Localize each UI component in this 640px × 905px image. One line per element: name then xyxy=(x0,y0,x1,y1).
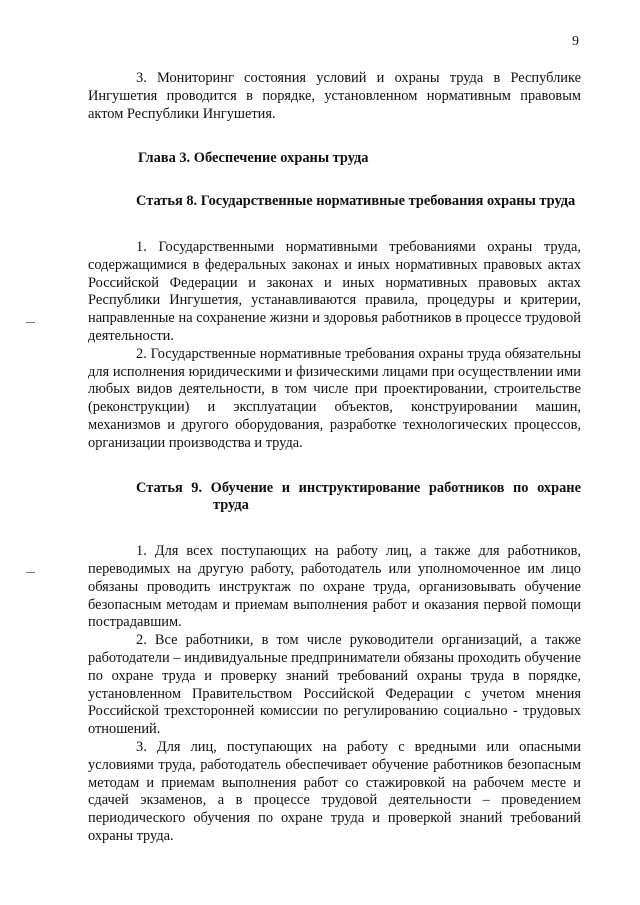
article-9-paragraph-3: 3. Для лиц, поступающих на работу с вредными или опасными условиями труда, работодатель обеспечивает обучение работников безопасным методам и приемам выполнения работ со стажировкой на рабочем месте и сдачей экзаменов, а в процессе трудовой деятельности – проведением периодического обучения по охране труда и проверкой знаний требований охраны труда. xyxy=(88,738,581,844)
document-body xyxy=(88,70,581,846)
margin-mark-top xyxy=(26,322,35,323)
article-8-title: Статья 8. Государственные нормативные требования охраны труда xyxy=(136,193,576,210)
paragraph-monitoring: 3. Мониторинг состояния условий и охраны труда в Республике Ингушетия проводится в порядке, установленном нормативным правовым актом Республики Ингушетия. xyxy=(88,70,581,122)
article-8-paragraph-2: 2. Государственные нормативные требования охраны труда обязательны для исполнения юридическими и физическими лицами при осуществлении ими любых видов деятельности, в том числе при проектировании, строительстве (реконструкции) и эксплуатации объектов, конструировании машин, механизмов и другого оборудования, разработке технологических процессов, организации производства и труда. xyxy=(88,345,581,451)
article-8-paragraph-1: 1. Государственными нормативными требованиями охраны труда, содержащимися в федеральных законах и иных нормативных правовых актах Российской Федерации и законах и иных нормативных правовых актах Республики Ингушетия, устанавливаются правила, процедуры и критерии, направленные на сохранение жизни и здоровья работников в процессе трудовой деятельности. xyxy=(88,238,581,344)
article-9-title: Статья 9. Обучение и инструктирование работников по охране труда xyxy=(136,479,581,514)
margin-mark-bottom xyxy=(26,572,35,573)
article-9-paragraph-2: 2. Все работники, в том числе руководители организаций, а также работодатели – индивидуальные предприниматели обязаны проходить обучение по охране труда и проверку знаний требований охраны труда в порядке, установленном Правительством Российской Федерации с учетом мнения Российской трехсторонней комиссии по регулированию социально - трудовых отношений. xyxy=(88,632,581,738)
chapter-title: Глава 3. Обеспечение охраны труда xyxy=(138,150,369,167)
page-number: 9 xyxy=(572,34,579,49)
article-9-paragraph-1: 1. Для всех поступающих на работу лиц, а также для работников, переводимых на другую работу, работодатель или уполномоченное им лицо обязаны проводить инструктаж по охране труда, организовывать обучение безопасным методам и приемам выполнения работ и оказания первой помощи пострадавшим. xyxy=(88,543,581,631)
